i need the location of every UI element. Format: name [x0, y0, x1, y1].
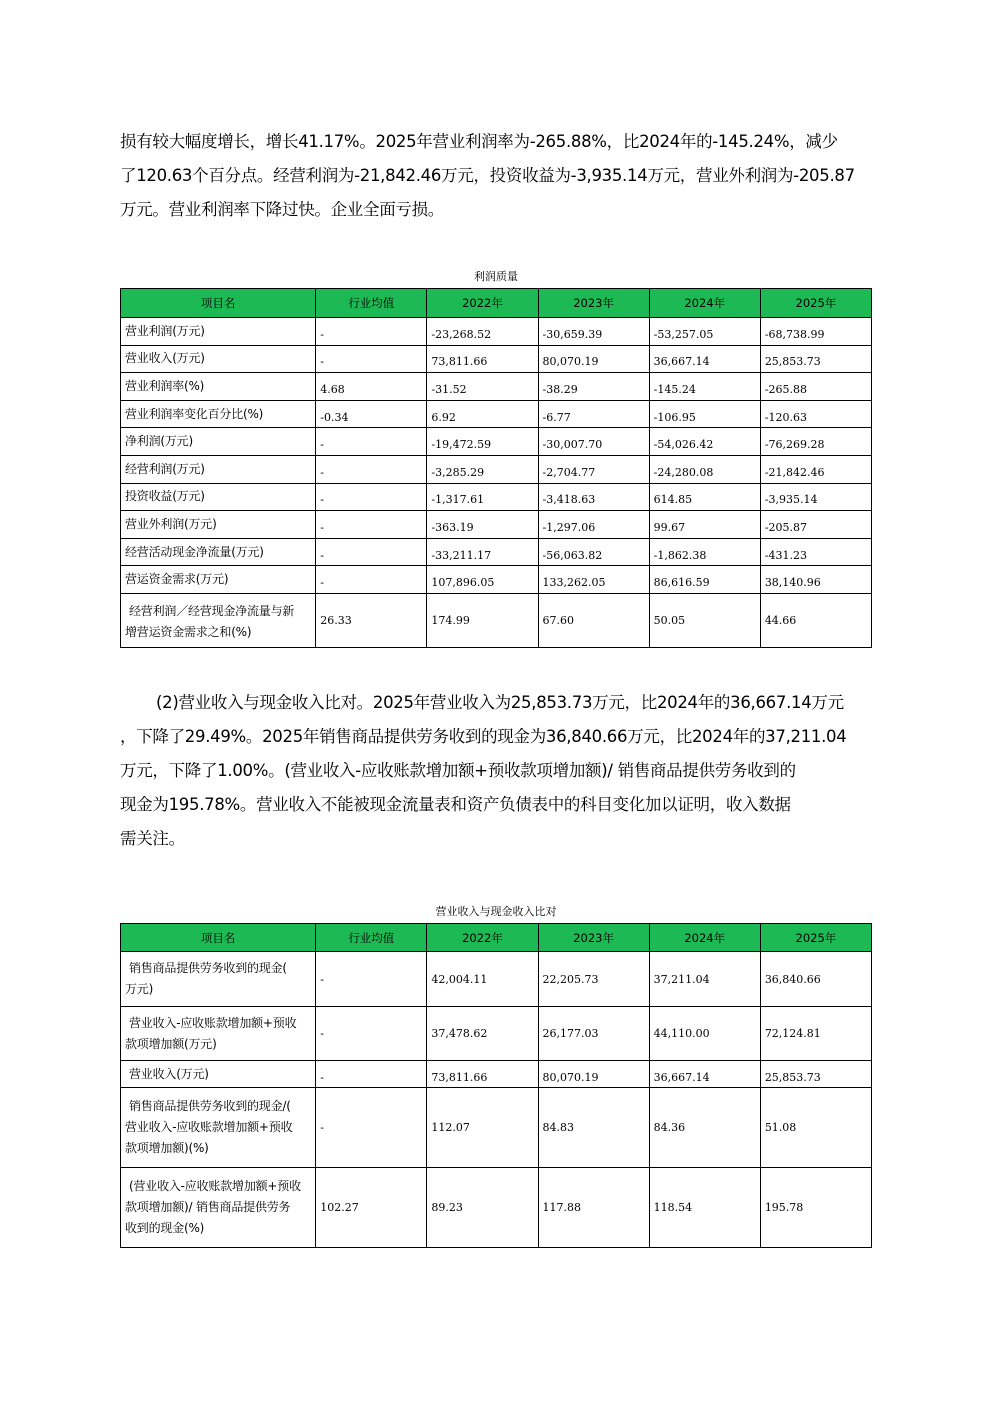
table-row	[121, 345, 872, 373]
header-cell: 行业均值	[316, 289, 427, 318]
header-cell: 项目名	[121, 289, 316, 318]
table-cell: 89.23	[427, 1168, 538, 1248]
row-label: 营业利润(万元)	[121, 318, 316, 346]
table-cell: 42,004.11	[427, 952, 538, 1007]
paragraph-line: 损有较大幅度增长，增长41.17%。2025年营业利润率为-265.88%，比2024年的-145.24%，减少	[120, 132, 838, 151]
table-cell: -205.87	[760, 511, 871, 539]
row-label: 投资收益(万元)	[121, 483, 316, 511]
row-label-line: 销售商品提供劳务收到的现金/(	[129, 1099, 291, 1113]
paragraph-line: 现金为195.78%。营业收入不能被现金流量表和资产负债表中的科目变化加以证明，收入数据	[120, 795, 791, 814]
paragraph-line: 需关注。	[120, 829, 185, 848]
table-cell: -30,659.39	[538, 318, 649, 346]
table-cell: -	[316, 428, 427, 456]
table-cell: -31.52	[427, 373, 538, 401]
table-row	[121, 538, 872, 566]
table-cell: -3,418.63	[538, 483, 649, 511]
table-cell: -38.29	[538, 373, 649, 401]
table-cell: 44.66	[760, 593, 871, 647]
table-cell: 44,110.00	[649, 1007, 760, 1061]
paragraph-line: 了120.63个百分点。经营利润为-21,842.46万元，投资收益为-3,935.14万元，营业外利润为-205.87	[120, 166, 855, 185]
row-label: 营运资金需求(万元)	[121, 566, 316, 594]
table-cell: -53,257.05	[649, 318, 760, 346]
table-cell: 26,177.03	[538, 1007, 649, 1061]
row-label-line: 收到的现金(%)	[125, 1221, 205, 1235]
table-cell: 36,840.66	[760, 952, 871, 1007]
row-label: 净利润(万元)	[121, 428, 316, 456]
table-cell: -19,472.59	[427, 428, 538, 456]
table-cell: -	[316, 511, 427, 539]
row-label-line: 款项增加额)/ 销售商品提供劳务	[125, 1200, 291, 1214]
profit-quality-table	[120, 288, 872, 648]
row-label: 营业利润率变化百分比(%)	[121, 400, 316, 428]
table-cell: -	[316, 1061, 427, 1088]
table-cell: 25,853.73	[760, 1061, 871, 1088]
paragraph-revenue-cash-comparison	[120, 686, 880, 856]
table-cell: 36,667.14	[649, 1061, 760, 1088]
table-cell: 22,205.73	[538, 952, 649, 1007]
header-cell: 2023年	[538, 924, 649, 952]
table-cell: 73,811.66	[427, 1061, 538, 1088]
row-label: 营业收入(万元)	[121, 345, 316, 373]
paragraph-line: 万元。营业利润率下降过快。企业全面亏损。	[120, 200, 445, 219]
table-cell: -76,269.28	[760, 428, 871, 456]
table-cell: 37,478.62	[427, 1007, 538, 1061]
table-cell: -3,935.14	[760, 483, 871, 511]
table-cell: 117.88	[538, 1168, 649, 1248]
table-cell: -	[316, 318, 427, 346]
table-row	[121, 1168, 872, 1248]
paragraph-line: (2)营业收入与现金收入比对。2025年营业收入为25,853.73万元，比2024年的36,667.14万元	[156, 693, 844, 712]
table-cell: 112.07	[427, 1088, 538, 1168]
row-label	[121, 1007, 316, 1061]
table-header-row	[121, 289, 872, 318]
table-cell: -120.63	[760, 400, 871, 428]
row-label-line: 增营运资金需求之和(%)	[125, 625, 252, 640]
table-cell: 73,811.66	[427, 345, 538, 373]
table-cell: 37,211.04	[649, 952, 760, 1007]
table-cell: -106.95	[649, 400, 760, 428]
table-row	[121, 1061, 872, 1088]
header-cell: 2025年	[760, 924, 871, 952]
header-cell: 2024年	[649, 924, 760, 952]
table-row	[121, 318, 872, 346]
table-cell: -	[316, 952, 427, 1007]
table-cell: 72,124.81	[760, 1007, 871, 1061]
table-cell: 6.92	[427, 400, 538, 428]
row-label-line: 营业收入-应收账款增加额+预收	[125, 1120, 293, 1134]
table-cell: -6.77	[538, 400, 649, 428]
table-cell: -145.24	[649, 373, 760, 401]
table-cell: -	[316, 538, 427, 566]
table-cell: 80,070.19	[538, 1061, 649, 1088]
row-label: 营业外利润(万元)	[121, 511, 316, 539]
table-cell: -	[316, 1007, 427, 1061]
table-cell: 107,896.05	[427, 566, 538, 594]
table-cell: -	[316, 483, 427, 511]
table-cell: 86,616.59	[649, 566, 760, 594]
table-row	[121, 400, 872, 428]
table-header-row	[121, 924, 872, 952]
table-cell: -363.19	[427, 511, 538, 539]
row-label	[121, 1088, 316, 1168]
table-cell: -265.88	[760, 373, 871, 401]
paragraph-line: ，下降了29.49%。2025年销售商品提供劳务收到的现金为36,840.66万元，比2024年的37,211.04	[120, 727, 847, 746]
table-cell: -68,738.99	[760, 318, 871, 346]
table-row	[121, 593, 872, 647]
table-cell: -	[316, 345, 427, 373]
header-cell: 行业均值	[316, 924, 427, 952]
table-cell: 51.08	[760, 1088, 871, 1168]
table-cell: 25,853.73	[760, 345, 871, 373]
row-label: 经营利润(万元)	[121, 455, 316, 483]
header-cell: 2022年	[427, 289, 538, 318]
table-cell: 84.83	[538, 1088, 649, 1168]
row-label	[121, 952, 316, 1007]
table-row	[121, 1007, 872, 1061]
table-cell: 102.27	[316, 1168, 427, 1248]
row-label	[121, 593, 316, 647]
row-label: 营业利润率(%)	[121, 373, 316, 401]
table-cell: 133,262.05	[538, 566, 649, 594]
header-cell: 2023年	[538, 289, 649, 318]
header-cell: 项目名	[121, 924, 316, 952]
row-label	[121, 1061, 316, 1088]
paragraph-line: 万元，下降了1.00%。(营业收入-应收账款增加额+预收款项增加额)/ 销售商品提供劳务收到的	[120, 761, 796, 780]
table-row	[121, 483, 872, 511]
header-cell: 2024年	[649, 289, 760, 318]
table-cell: -1,862.38	[649, 538, 760, 566]
row-label-line: 万元)	[125, 982, 154, 996]
header-cell: 2022年	[427, 924, 538, 952]
table-cell: -30,007.70	[538, 428, 649, 456]
table-cell: -431.23	[760, 538, 871, 566]
row-label	[121, 1168, 316, 1248]
table-cell: 4.68	[316, 373, 427, 401]
table-caption-revenue-cash: 营业收入与现金收入比对	[435, 905, 557, 918]
table-cell: 195.78	[760, 1168, 871, 1248]
table-cell: 36,667.14	[649, 345, 760, 373]
table-row	[121, 428, 872, 456]
table-cell: -0.34	[316, 400, 427, 428]
paragraph-profit-summary	[120, 125, 880, 227]
row-label-line: 款项增加额(万元)	[125, 1036, 217, 1051]
table-row	[121, 455, 872, 483]
table-cell: 99.67	[649, 511, 760, 539]
table-row	[121, 1088, 872, 1168]
table-cell: 67.60	[538, 593, 649, 647]
table-row	[121, 511, 872, 539]
table-cell: -	[316, 1088, 427, 1168]
table-cell: -24,280.08	[649, 455, 760, 483]
table-row	[121, 566, 872, 594]
table-cell: -1,317.61	[427, 483, 538, 511]
table-cell: 50.05	[649, 593, 760, 647]
table-cell: 26.33	[316, 593, 427, 647]
table-cell: -33,211.17	[427, 538, 538, 566]
row-label-line: 营业收入-应收账款增加额+预收	[129, 1015, 297, 1030]
table-cell: -1,297.06	[538, 511, 649, 539]
table-cell: -	[316, 566, 427, 594]
table-cell: -2,704.77	[538, 455, 649, 483]
table-cell: 84.36	[649, 1088, 760, 1168]
table-cell: -	[316, 455, 427, 483]
table-cell: -56,063.82	[538, 538, 649, 566]
table-cell: -23,268.52	[427, 318, 538, 346]
row-label-line: 经营利润／经营现金净流量与新	[129, 604, 295, 619]
table-cell: 38,140.96	[760, 566, 871, 594]
row-label: 经营活动现金净流量(万元)	[121, 538, 316, 566]
header-cell: 2025年	[760, 289, 871, 318]
table-cell: -21,842.46	[760, 455, 871, 483]
table-cell: -3,285.29	[427, 455, 538, 483]
revenue-cash-table	[120, 923, 872, 1248]
table-cell: 614.85	[649, 483, 760, 511]
table-cell: 80,070.19	[538, 345, 649, 373]
table-row	[121, 373, 872, 401]
row-label-line: (营业收入-应收账款增加额+预收	[129, 1179, 301, 1193]
table-row	[121, 952, 872, 1007]
row-label-line: 销售商品提供劳务收到的现金(	[129, 961, 287, 975]
row-label-line: 营业收入(万元)	[129, 1066, 209, 1081]
table-cell: 174.99	[427, 593, 538, 647]
row-label-line: 款项增加额)(%)	[125, 1141, 209, 1155]
table-caption-profit-quality: 利润质量	[474, 270, 518, 283]
table-cell: 118.54	[649, 1168, 760, 1248]
table-cell: -54,026.42	[649, 428, 760, 456]
